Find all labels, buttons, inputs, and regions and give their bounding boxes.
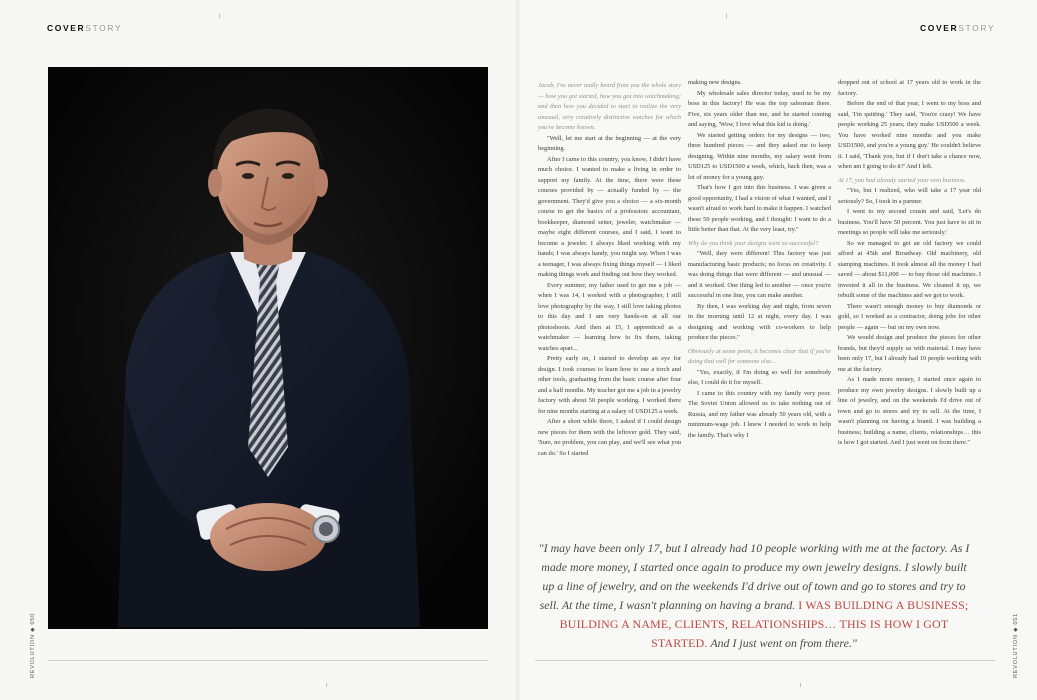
article-paragraph: We started getting orders for my designs — two, three hundred pieces — and they asked me to keep designing. Within nine months, my salary went from USD125 to USD1500 a week, which, back then, was a lot of money for a young guy. <box>688 131 831 181</box>
interview-question: Jacob, I've never really heard from you the whole story — how you got started, how you got into watchmaking; and then how you decided to start to realize the very unusual, very creatively distinctive watches for which you've become known. <box>538 82 681 131</box>
article-column-1 <box>538 78 681 459</box>
article-paragraph: Every summer, my father used to get me a job — when I was 14, I worked with a photographer, I still love photography by the way, I still love taking photos to this day and I am very hands-on at all our photoshoots. And then at 15, I apprenticed as a watchmaker — learning how to fix them, taking watches apart... <box>538 281 681 352</box>
article-paragraph: "Well, let me start at the beginning — at the very beginning. <box>538 134 681 152</box>
crop-mark <box>726 14 727 18</box>
page-folio-right: REVOLUTION ◆ 051 <box>1013 612 1019 678</box>
pull-quote-ending: And I just went on from there." <box>707 636 857 650</box>
article-column-2 <box>688 78 831 441</box>
article-paragraph: I came to this country with my family very poor. The Soviet Union allowed us to take nothing out of Russia, and my father was already 50 years old, with a minimum-wage job. I knew I needed to work to help the family. That's why I <box>688 389 831 439</box>
kicker-bold: COVER <box>47 23 86 33</box>
page-folio-left: REVOLUTION ◆ 050 <box>30 612 36 678</box>
pull-quote-text: "I may have been only 17, but I already had 10 people working with me at the factory. As I made more money, I started once again to produce my own jewelry designs. I slowly built up a line of jewelry, and on the weekends I'd drive out of town and go to stores and try to sell. At the time, I wasn't planning on having a brand. <box>538 541 970 612</box>
article-paragraph: There wasn't enough money to buy diamonds or gold, so I worked as a contractor, doing jobs for other people — again — but on my own now. <box>838 302 981 331</box>
kicker-light: STORY <box>85 23 123 33</box>
article-paragraph: dropped out of school at 17 years old to work in the factory. <box>838 79 981 97</box>
article-paragraph: After I came to this country, you know, I didn't have much choice. I wanted to make a living in order to support my family. At the time, there were these courses provided by — actually funded by — the government. They'd give you a choice — a six-month course to get the basics of a profession: accountant, bookkeeper, diamond setter, jeweler, watchmaker — maybe eight different courses, and I said, I want to become a jeweler. I always liked working with my hands; I was always handy, you might say. When I was a teenager, I was always fixing things myself — I liked making things work and finding out how they worked. <box>538 155 681 278</box>
article-paragraph: Pretty early on, I started to develop an eye for design. I took courses to learn how to use a torch and other tools, graduating from the basic course after four and a half months. My teacher got me a job in a jewelry factory with about 50 people working. I worked there for nine months starting at a salary of USD125 a week. <box>538 355 681 415</box>
article-paragraph: making new designs. <box>688 79 742 86</box>
kicker-bold: COVER <box>920 23 959 33</box>
portrait-illustration <box>48 67 488 629</box>
article-paragraph: After a short while there, I asked if I could design new pieces for them with the leftover gold. They said, 'Sure, no problem, you can play, and we'll see what you can do.' So I started <box>538 418 681 457</box>
section-kicker-right <box>920 23 995 33</box>
article-paragraph: I went to my second cousin and said, 'Let's do business. You'll have 50 percent. You just have to sit in meetings so people will take me seriously.' <box>838 208 981 236</box>
crop-mark <box>326 683 327 687</box>
crop-mark <box>800 683 801 687</box>
interview-question: Why do you think your designs were so successful? <box>688 239 819 247</box>
portrait-photo <box>48 67 488 629</box>
pull-quote <box>534 539 974 653</box>
article-paragraph: Before the end of that year, I went to my boss and said, 'I'm quitting.' They said, 'You're crazy! We have people working 25 years; they make USD500 a week. You have worked nine months and you make USD1500, and you're a young guy.' He couldn't believe it. I said, 'Thank you, but if I don't take a chance now, when am I going to do it?' And I left. <box>838 100 981 170</box>
article-paragraph: By then, I was working day and night, from seven in the morning until 12 at night, every day. I was designing and working with co-workers to help produce the pieces." <box>688 302 831 341</box>
article-paragraph: "Yes, exactly, if I'm doing so well for somebody else, I could do it for myself. <box>688 368 831 386</box>
bottom-rule-right <box>535 660 995 661</box>
section-kicker-left <box>47 23 122 33</box>
bottom-rule-left <box>48 660 488 661</box>
kicker-light: STORY <box>958 23 996 33</box>
article-paragraph: My wholesale sales director today, used to be my boss in this factory! He was the top salesman there. Five, six years older than me, and he started coming and saying, 'Wow, I love what this kid is doing.' <box>688 89 831 128</box>
crop-mark <box>219 14 220 18</box>
article-paragraph: As I made more money, I started once again to produce my own jewelry designs. I slowly built up a line of jewelry, and on the weekends I'd drive out of town and go to stores and try to sell. At the time, I wasn't planning on having a brand. I was building a business; building a name, clients, relationships… this is how I got started. And I just went on from there." <box>838 376 981 446</box>
article-paragraph: "Yes, but I realized, who will take a 17 year old seriously? So, I took in a partner. <box>838 187 981 205</box>
article-paragraph: "Well, they were different! This factory was just manufacturing basic products; no focus on creativity. I was doing things that were different — and unusual — and it worked. One thing led to another — once you're successful in one line, you can make another. <box>688 250 831 299</box>
interview-question: Obviously at some point, it becomes clear that if you're doing that well for someone else… <box>688 347 831 365</box>
pull-quote-highlight: I WAS BUILDING A BUSINESS; BUILDING A NAME, CLIENTS, RELATIONSHIPS… THIS IS HOW I GOT STARTED. <box>559 598 969 650</box>
page-spine <box>516 0 520 700</box>
article-paragraph: So we managed to get an old factory we could afford at 45th and Broadway. Old machinery, old stamping machines. It took almost all the money I had saved — about $11,000 — to buy those old machines. I invested it all in the business. We cleaned it up, we rebuilt some of the machines and we got to work. <box>838 239 981 299</box>
interview-question: At 17, you had already started your own business. <box>838 176 966 184</box>
article-paragraph: That's how I got into this business. I was given a good opportunity, I had a vision of what I wanted, and I wasn't afraid to work hard to make it happen. I watched these 50 people working, and I thought: I want to do a little better than that. At the very least, try." <box>688 184 831 233</box>
article-paragraph: We would design and produce the pieces for other brands, but they'd supply us with material. I may have been only 17, but I already had 10 people working with me at the factory. <box>838 334 981 373</box>
article-column-3 <box>838 78 981 449</box>
